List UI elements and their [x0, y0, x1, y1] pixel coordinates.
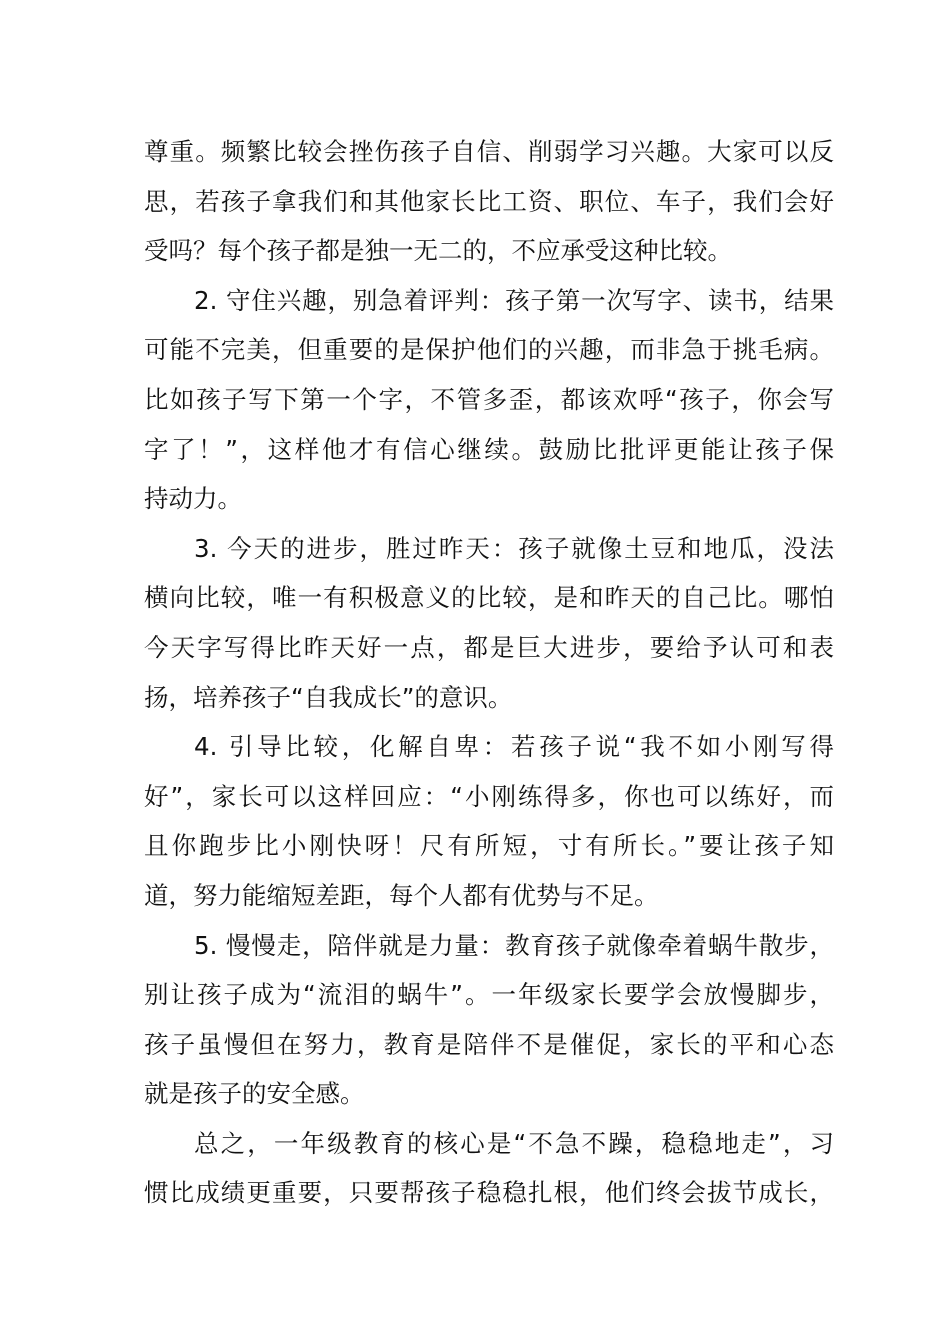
paragraph-start-line: 4. 引导比较，化解自卑：若孩子说“我不如小刚写得: [194, 732, 834, 762]
text-line: 今天字写得比昨天好一点，都是巨大进步，要给予认可和表: [144, 632, 834, 662]
text-line: 孩子虽慢但在努力，教育是陪伴不是催促，家长的平和心态: [144, 1029, 834, 1059]
text-line: 惯比成绩更重要，只要帮孩子稳稳扎根，他们终会拔节成长，: [144, 1178, 834, 1208]
paragraph-end-line: 扬，培养孩子“自我成长”的意识。: [144, 682, 513, 712]
paragraph-end-line: 受吗？每个孩子都是独一无二的，不应承受这种比较。: [144, 236, 732, 266]
body-text: [144, 127, 834, 1218]
paragraph-start-line: 2. 守住兴趣，别急着评判：孩子第一次写字、读书，结果: [194, 285, 834, 315]
text-line: 思，若孩子拿我们和其他家长比工资、职位、车子，我们会好: [144, 186, 834, 216]
text-line: 比如孩子写下第一个字，不管多歪，都该欢呼“孩子，你会写: [144, 384, 834, 414]
text-line: 好”，家长可以这样回应：“小刚练得多，你也可以练好，而: [144, 781, 834, 811]
paragraph-end-line: 道，努力能缩短差距，每个人都有优势与不足。: [144, 880, 659, 910]
paragraph-end-line: 持动力。: [144, 484, 242, 514]
text-line: 字了！”，这样他才有信心继续。鼓励比批评更能让孩子保: [144, 434, 834, 464]
text-line: 横向比较，唯一有积极意义的比较，是和昨天的自己比。哪怕: [144, 583, 834, 613]
paragraph-start-line: 5. 慢慢走，陪伴就是力量：教育孩子就像牵着蜗牛散步，: [194, 930, 834, 960]
paragraph-start-line: 3. 今天的进步，胜过昨天：孩子就像土豆和地瓜，没法: [194, 533, 834, 563]
text-line: 别让孩子成为“流泪的蜗牛”。一年级家长要学会放慢脚步，: [144, 980, 834, 1010]
paragraph-end-line: 就是孩子的安全感。: [144, 1079, 365, 1109]
paragraph-start-line: 总之，一年级教育的核心是“不急不躁，稳稳地走”，习: [194, 1128, 834, 1158]
text-line: 尊重。频繁比较会挫伤孩子自信、削弱学习兴趣。大家可以反: [144, 137, 834, 166]
text-line: 且你跑步比小刚快呀！尺有所短，寸有所长。”要让孩子知: [144, 831, 834, 861]
text-line: 可能不完美，但重要的是保护他们的兴趣，而非急于挑毛病。: [144, 335, 834, 365]
